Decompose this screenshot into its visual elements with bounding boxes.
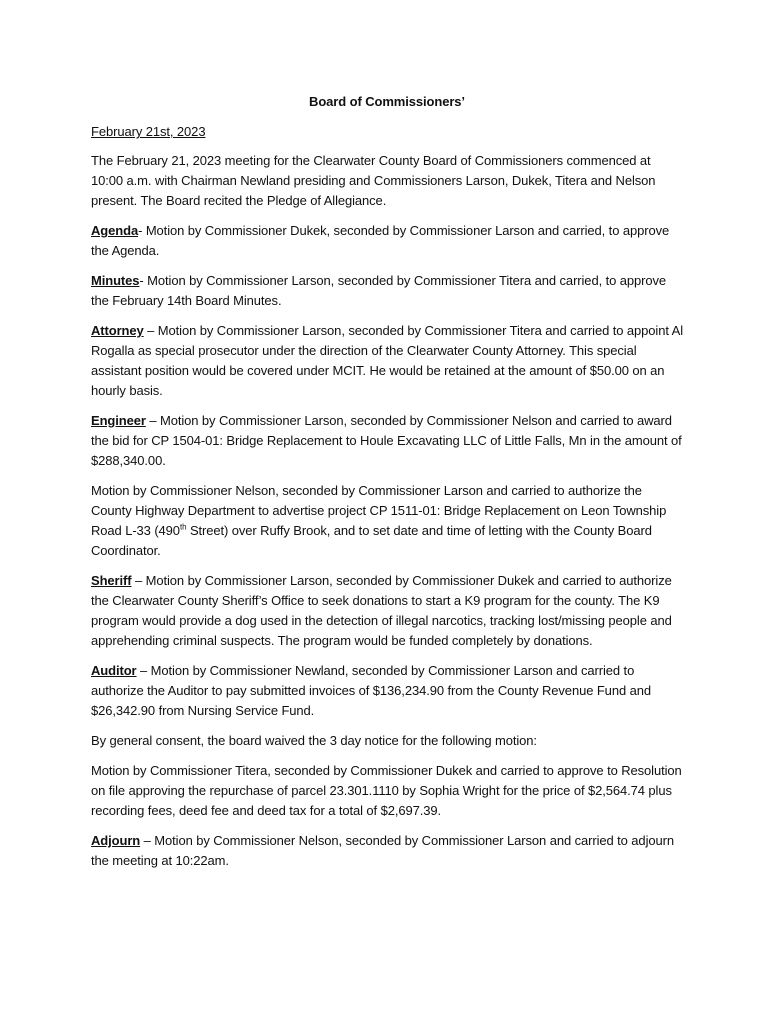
minutes-paragraph [91, 271, 683, 311]
attorney-label: Attorney [91, 323, 144, 338]
ordinal-suffix: th [179, 522, 187, 532]
engineer-second-motion-text-end: Street) over Ruffy Brook, and to set date and time of letting with the County Board Coordinator. [91, 523, 652, 558]
intro-paragraph: The February 21, 2023 meeting for the Clearwater County Board of Commissioners commenced at 10:00 a.m. with Chairman Newland presiding and Commissioners Larson, Dukek, Titera and Nelson present. The Board recited the Pledge of Allegiance. [91, 153, 656, 208]
adjourn-label: Adjourn [91, 833, 141, 848]
auditor-paragraph [91, 661, 683, 721]
general-consent-paragraph: By general consent, the board waived the 3 day notice for the following motion: [91, 733, 537, 748]
agenda-text: - Motion by Commissioner Dukek, seconded by Commissioner Larson and carried, to approve the Agenda. [91, 223, 670, 258]
agenda-label: Agenda [91, 223, 139, 238]
engineer-second-motion-paragraph [91, 481, 683, 561]
meeting-date: February 21st, 2023 [91, 124, 206, 139]
engineer-second-motion-text-start: Motion by Commissioner Nelson, seconded by Commissioner Larson and carried to authorize the County Highway Department to advertise project CP 1511-01: Bridge Replacement on Leon Township Road L-33 (490 [91, 483, 667, 538]
engineer-label: Engineer [91, 413, 146, 428]
attorney-text: – Motion by Commissioner Larson, seconded by Commissioner Titera and carried to appoint Al Rogalla as special prosecutor under the direction of the Clearwater County Attorney. This special assistant position would be covered under MCIT. He would be retained at the amount of $50.00 on an hourly basis. [91, 323, 683, 398]
adjourn-paragraph [91, 831, 683, 871]
agenda-paragraph [91, 221, 683, 261]
auditor-label: Auditor [91, 663, 137, 678]
sheriff-text: – Motion by Commissioner Larson, seconded by Commissioner Dukek and carried to authorize the Clearwater County Sheriff’s Office to seek donations to start a K9 program for the county. The K9 program would provide a dog used in the detection of illegal narcotics, tracking lost/missing people and apprehending criminal suspects. The program would be funded completely by donations. [91, 573, 672, 648]
sheriff-paragraph [91, 571, 683, 651]
engineer-paragraph [91, 411, 683, 471]
minutes-text: - Motion by Commissioner Larson, seconded by Commissioner Titera and carried, to approve the February 14th Board Minutes. [91, 273, 667, 308]
attorney-paragraph [91, 321, 683, 401]
document-title: Board of Commissioners’ [309, 94, 465, 109]
engineer-text: – Motion by Commissioner Larson, seconded by Commissioner Nelson and carried to award the bid for CP 1504-01: Bridge Replacement to Houle Excavating LLC of Little Falls, Mn in the amount of $288,340.00. [91, 413, 682, 468]
sheriff-label: Sheriff [91, 573, 132, 588]
titera-motion-paragraph: Motion by Commissioner Titera, seconded by Commissioner Dukek and carried to approve to Resolution on file approving the repurchase of parcel 23.301.1110 by Sophia Wright for the price of $2,564.74 plus recording fees, deed fee and deed tax for a total of $2,697.39. [91, 763, 682, 818]
minutes-label: Minutes [91, 273, 140, 288]
adjourn-text: – Motion by Commissioner Nelson, seconded by Commissioner Larson and carried to adjourn the meeting at 10:22am. [91, 833, 674, 868]
auditor-text: – Motion by Commissioner Newland, seconded by Commissioner Larson and carried to authorize the Auditor to pay submitted invoices of $136,234.90 from the County Revenue Fund and $26,342.90 from Nursing Service Fund. [91, 663, 651, 718]
minutes-document [91, 92, 683, 881]
